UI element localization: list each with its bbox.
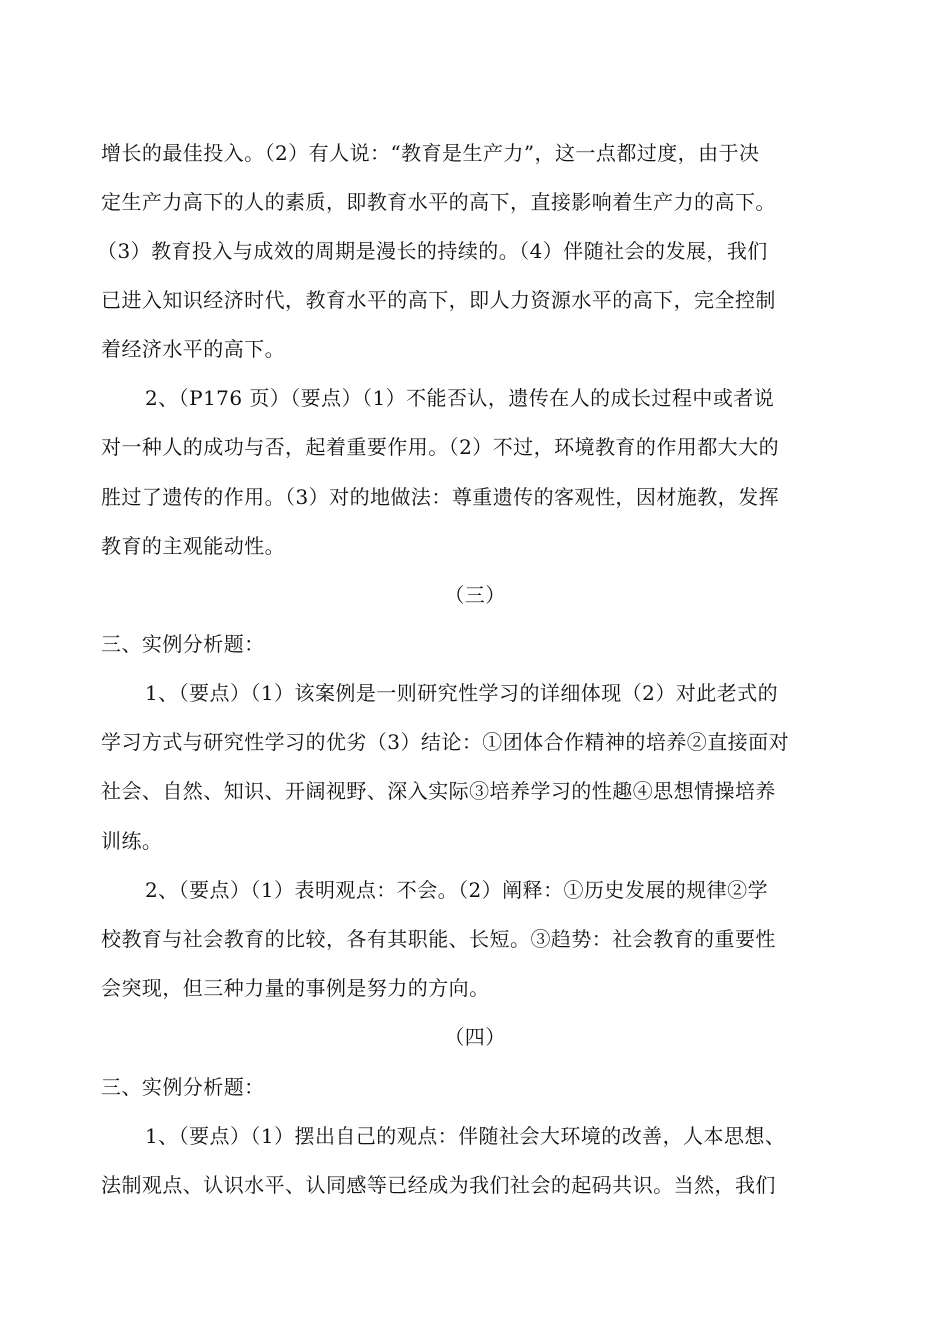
section-heading: （三） — [444, 583, 506, 607]
text-line: 对一种人的成功与否，起着重要作用。（2）不过，环境教育的作用都大大的 — [101, 435, 780, 459]
text-line: 定生产力高下的人的素质，即教育水平的高下，直接影响着生产力的高下。 — [101, 190, 776, 214]
text-line: 学习方式与研究性学习的优劣（3）结论：①团体合作精神的培养②直接面对 — [101, 730, 790, 754]
paragraph-start-line: 2、（P176 页）（要点）（1）不能否认，遗传在人的成长过程中或者说 — [145, 386, 775, 410]
section-heading: （四） — [444, 1025, 506, 1049]
text-line: 增长的最佳投入。（2）有人说：“教育是生产力”，这一点都过度，由于决 — [101, 141, 760, 165]
text-line: 会突现，但三种力量的事例是努力的方向。 — [101, 976, 490, 1000]
paragraph-start-line: 2、（要点）（1）表明观点：不会。（2）阐释：①历史发展的规律②学 — [145, 878, 769, 902]
paragraph-start-line: 1、（要点）（1）摆出自己的观点：伴随社会大环境的改善，人本思想、 — [145, 1124, 786, 1148]
text-line: 教育的主观能动性。 — [101, 534, 286, 558]
text-line: 校教育与社会教育的比较，各有其职能、长短。③趋势：社会教育的重要性 — [101, 927, 776, 951]
text-line: 已进入知识经济时代，教育水平的高下，即人力资源水平的高下，完全控制 — [101, 288, 776, 312]
text-line: 胜过了遗传的作用。（3）对的地做法：尊重遗传的客观性，因材施教，发挥 — [101, 485, 780, 509]
text-line: （3）教育投入与成效的周期是漫长的持续的。（4）伴随社会的发展，我们 — [97, 239, 768, 263]
question-heading: 三、实例分析题： — [101, 632, 265, 656]
text-line: 法制观点、认识水平、认同感等已经成为我们社会的起码共识。当然，我们 — [101, 1173, 776, 1197]
question-heading: 三、实例分析题： — [101, 1075, 265, 1099]
paragraph-start-line: 1、（要点）（1）该案例是一则研究性学习的详细体现（2）对此老式的 — [145, 681, 779, 705]
text-line: 社会、自然、知识、开阔视野、深入实际③培养学习的性趣④思想情操培养 — [101, 779, 776, 803]
text-line: 着经济水平的高下。 — [101, 337, 286, 361]
text-line: 训练。 — [101, 829, 163, 853]
